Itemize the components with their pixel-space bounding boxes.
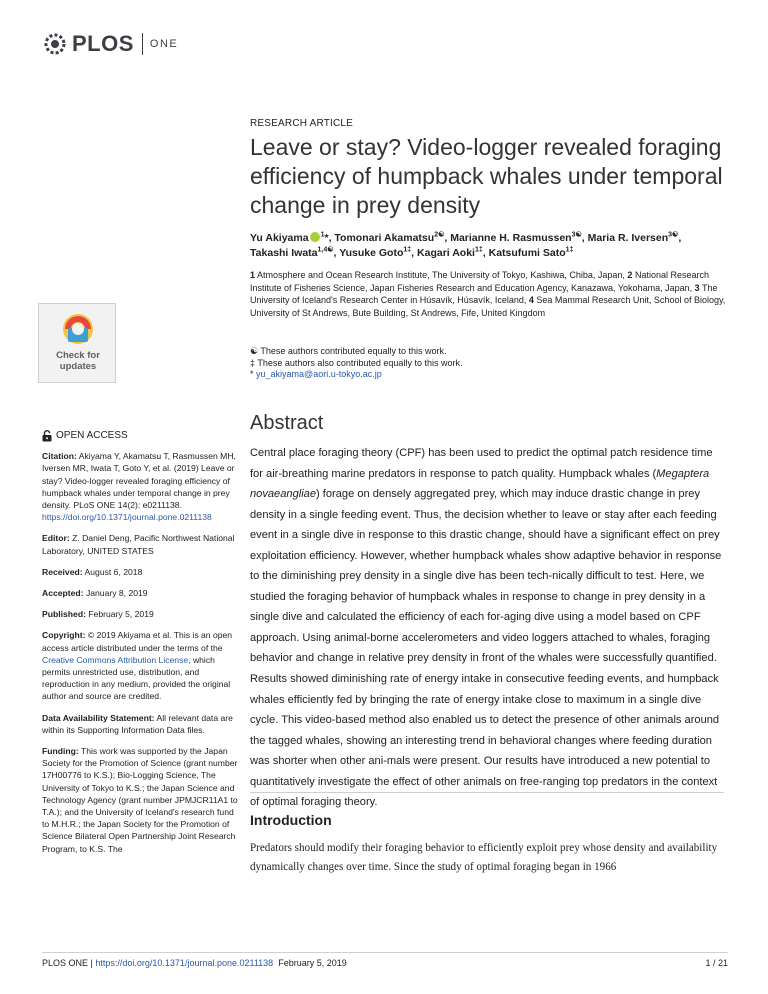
citation-label: Citation: — [42, 451, 77, 462]
data-availability-block — [42, 712, 238, 736]
author-separator: , — [444, 232, 451, 244]
published-label: Published: — [42, 609, 86, 620]
author-entry[interactable] — [450, 232, 587, 244]
introduction-text: Predators should modify their foraging behavior to efficiently exploit prey whose density and availability dynamically changes over time. Since the study of optimal foraging began in 1966 — [250, 842, 718, 873]
editor-text: Z. Daniel Deng, Pacific Northwest National Laboratory, UNITED STATES — [42, 533, 235, 556]
affiliation-number: 4 — [528, 295, 534, 306]
author-separator: , — [333, 247, 340, 259]
open-lock-icon — [42, 430, 52, 442]
article-info-sidebar — [42, 430, 238, 864]
article-type-label: RESEARCH ARTICLE — [250, 118, 354, 129]
affiliation-text: Sea Mammal Research Unit, School of Biology, University of St Andrews, Bute Building, St Andrews, Fife, United Kingdom — [250, 295, 726, 318]
received-date: August 6, 2018 — [84, 566, 143, 577]
orcid-icon[interactable] — [310, 232, 320, 242]
open-access-label: OPEN ACCESS — [56, 430, 128, 441]
author-entry[interactable] — [334, 232, 450, 244]
author-affiliation-marks: 3☯ — [668, 231, 679, 239]
author-affiliation-marks: 1‡ — [474, 246, 483, 254]
funding-block — [42, 745, 238, 855]
check-updates-line2: updates — [59, 361, 97, 372]
accepted-block — [42, 587, 238, 599]
editor-label: Editor: — [42, 533, 70, 544]
check-updates-icon — [61, 312, 95, 346]
author-separator: , — [482, 247, 489, 259]
affiliation-text: National Research Institute of Fisheries Science, Japan Fisheries Research and Education Agency, Kanazawa, Yokohama, Japan, — [250, 270, 709, 293]
copyright-label: Copyright: — [42, 630, 86, 641]
author-entry[interactable] — [250, 247, 339, 259]
page-number: 1 / 21 — [705, 958, 728, 968]
author-entry[interactable] — [489, 247, 574, 259]
corresponding-email-row — [250, 369, 730, 381]
footer-doi-link[interactable]: https://doi.org/10.1371/journal.pone.0211138 — [95, 958, 274, 968]
abstract-part2: ) forage on densely aggregated prey, which may induce drastic change in prey density in a single feeding event. Thus, the decision whether to leave or stay after each feeding event in a single dive in response to this drastic change, should have a significant effect on prey exploitation efficiency. However, whether humpback whales show adaptive behavior in response to the diminishing prey density in a single dive has been tech-nically difficult to test. Here, we studied the foraging behavior of humpback whales in response to change in prey density in a single dive and calculated the efficiency of each for-aging dive using a model based on CPF approach. Using animal-borne accelerometers and video loggers attached to whales, foraging behavior and change in relative prey density in front of the whales were successfully quantified. Results showed diminishing rate of energy intake in consecutive feeding events, and humpback whales efficiently fed by bringing the rate of energy intake close to maximum in a single dive cycle. This video-based method also enabled us to detect the presence of other animals around the tagged whales, showing an interesting trend in behavioral changes where feeding duration was shorter when other ani-mals were present. Our results have introduced a new potential to quantitatively investigate the effect of other animals on free-ranging top predators in the context of optimal foraging theory. — [250, 488, 722, 809]
author-name: Takashi Iwata — [250, 247, 318, 259]
author-affiliation-marks: 1 — [320, 231, 325, 239]
license-link[interactable]: Creative Commons Attribution License — [42, 654, 189, 665]
citation-text: Akiyama Y, Akamatsu T, Rasmussen MH, Iversen MR, Iwata T, Goto Y, et al. (2019) Leave or stay? Video-logger revealed foraging efficiency of humpback whales under temporal change in prey density. PLoS ONE 14(2): e0211138. — [42, 451, 236, 511]
citation-doi-link[interactable]: https://doi.org/10.1371/journal.pone.0211138 — [42, 512, 212, 523]
author-name: Marianne H. Rasmussen — [450, 232, 572, 244]
funding-label: Funding: — [42, 746, 79, 757]
editor-block — [42, 532, 238, 556]
author-entry[interactable] — [588, 232, 682, 244]
author-name: Kagari Aoki — [417, 247, 475, 259]
introduction-heading: Introduction — [250, 812, 332, 828]
author-name: Yusuke Goto — [339, 247, 404, 259]
author-name: Yu Akiyama — [250, 232, 309, 244]
author-name: Tomonari Akamatsu — [334, 232, 435, 244]
author-separator: , — [581, 232, 588, 244]
affiliation-number: 1 — [250, 270, 256, 280]
copyright-text-post: , which permits unrestricted use, distribution, and reproduction in any medium, provided the original author and source are credited. — [42, 654, 231, 702]
logo-word: PLOS — [72, 31, 134, 56]
author-affiliation-marks: 1‡ — [403, 246, 412, 254]
plos-logo-icon — [42, 31, 68, 57]
copyright-text-pre: © 2019 Akiyama et al. This is an open access article distributed under the terms of the — [42, 630, 233, 653]
author-affiliation-marks: 1,4☯ — [317, 246, 334, 254]
equal-contribution-note: ☯ These authors contributed equally to this work. — [250, 346, 447, 356]
author-entry[interactable] — [417, 247, 489, 259]
funding-text: This work was supported by the Japan Society for the Promotion of Science (grant number 17H00776 to K.S.); Bio-Logging Science, The University of Tokyo to K.S.; the Japan Science and Technology Agency (grant number JPMJCR11A1 to T.A.); and the University of Iceland's research fund to M.H.R.; the Japan Society for the Promotion of Science Bilateral Open Partnership Joint Research Program, to K.S. The — [42, 746, 238, 854]
footer-date: February 5, 2019 — [278, 958, 347, 968]
open-access-row — [42, 430, 238, 442]
affiliation-number: 3 — [694, 282, 700, 293]
footer-journal: PLOS ONE | — [42, 958, 93, 968]
author-name: Maria R. Iversen — [587, 232, 669, 244]
author-affiliation-marks: 2☯ — [434, 231, 445, 239]
affiliation-number: 2 — [627, 270, 633, 280]
abstract-heading: Abstract — [250, 412, 324, 434]
author-name: Katsufumi Sato — [488, 247, 566, 259]
data-availability-label: Data Availability Statement: — [42, 712, 155, 723]
received-label: Received: — [42, 566, 83, 577]
author-affiliation-marks: 1‡ — [565, 246, 574, 254]
received-block — [42, 566, 238, 578]
species-name: Megaptera novaeangliae — [250, 467, 710, 501]
footer-divider — [42, 952, 728, 953]
corresponding-email-link[interactable]: yu_akiyama@aori.u-tokyo.ac.jp — [256, 369, 382, 380]
data-availability-text: All relevant data are within its Supporting Information Data files. — [42, 712, 233, 735]
article-title: Leave or stay? Video-logger revealed foraging efficiency of humpback whales under temporal change in prey density — [250, 134, 723, 218]
author-separator: , — [411, 247, 418, 259]
abstract-text — [250, 443, 724, 813]
citation-block — [42, 450, 238, 523]
check-updates-line1: Check for — [56, 350, 100, 361]
abstract-part1: Central place foraging theory (CPF) has been used to predict the optimal patch residence time for air-breathing marine predators in response to patch quality. Humpback whales ( — [250, 447, 713, 480]
accepted-date: January 8, 2019 — [85, 588, 148, 599]
check-updates-text — [39, 350, 117, 372]
check-for-updates-badge[interactable] — [38, 303, 116, 383]
abstract-divider — [250, 792, 724, 793]
logo-divider — [142, 33, 143, 55]
author-list — [250, 231, 730, 261]
affiliations — [250, 269, 732, 319]
logo-journal: ONE — [149, 38, 179, 50]
author-separator: , — [328, 232, 335, 244]
page-footer — [42, 958, 347, 968]
corresponding-marker: * — [250, 369, 254, 380]
affiliation-text: Atmosphere and Ocean Research Institute, The University of Tokyo, Kashiwa, Chiba, Japan, — [257, 270, 625, 280]
published-block — [42, 608, 238, 620]
copyright-block — [42, 629, 238, 702]
author-separator: , — [678, 232, 682, 244]
plos-one-logo[interactable] — [42, 30, 178, 58]
also-equal-note: ‡ These authors also contributed equally to this work. — [250, 357, 463, 368]
author-entry[interactable] — [250, 232, 334, 244]
author-affiliation-marks: 3☯ — [571, 231, 582, 239]
accepted-label: Accepted: — [42, 588, 84, 599]
author-notes — [250, 346, 730, 381]
author-entry[interactable] — [339, 247, 417, 259]
published-date: February 5, 2019 — [88, 609, 154, 620]
affiliation-text: The University of Iceland's Research Center in Húsavík, Húsavík, Iceland, — [250, 282, 718, 306]
corresponding-author-marker: * — [324, 232, 329, 244]
